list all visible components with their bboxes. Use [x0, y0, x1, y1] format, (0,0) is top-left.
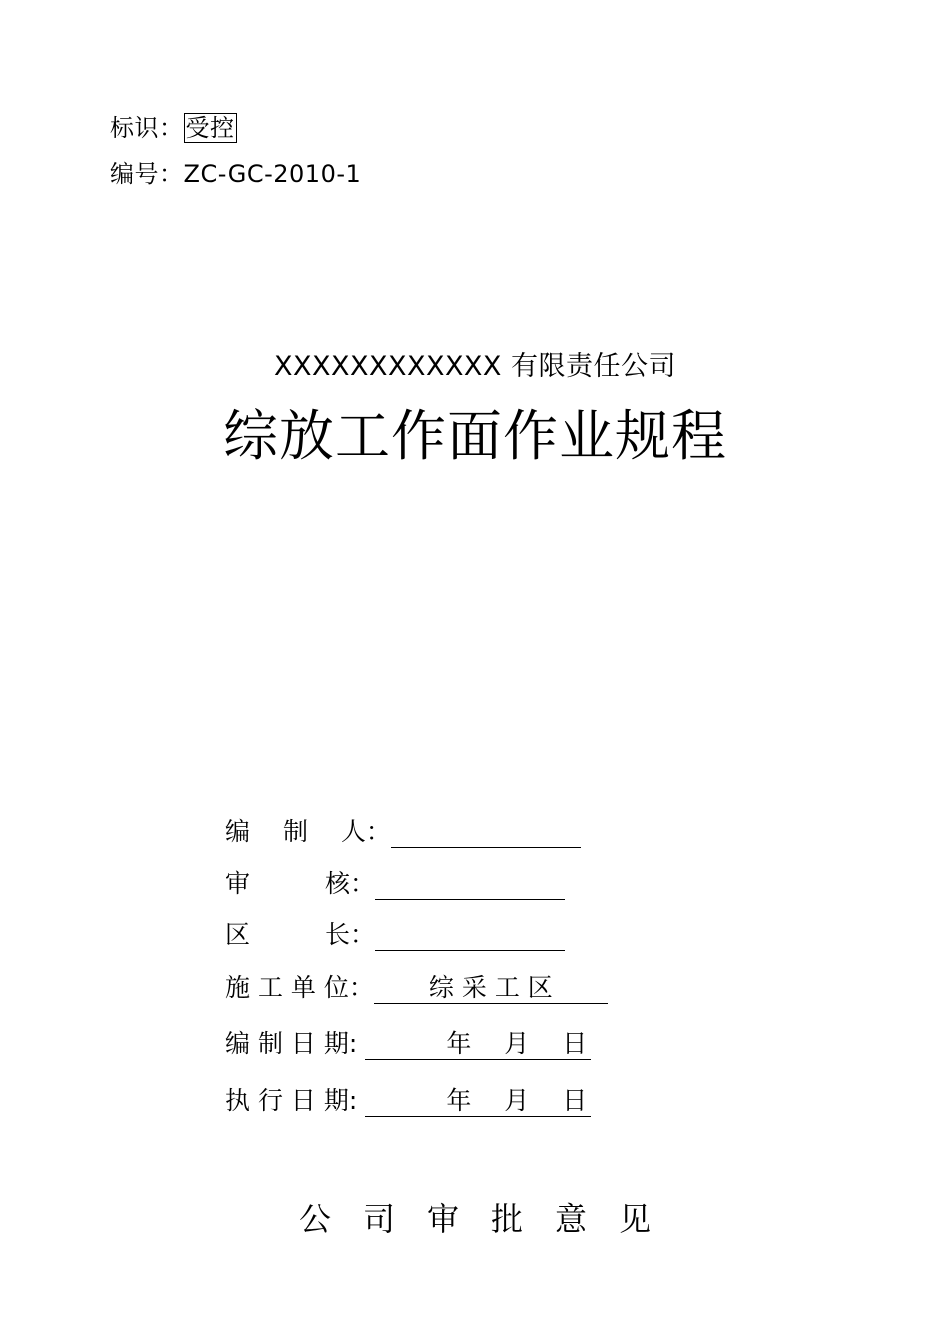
- document-number-value: ZC-GC-2010-1: [183, 160, 362, 188]
- document-number-label: 编号：: [110, 160, 184, 188]
- unit-value: 综 采 工 区: [374, 973, 608, 1004]
- approval-heading: 公 司 审 批 意 见: [298, 1200, 651, 1238]
- compile-date-value: 年 月 日: [365, 1029, 591, 1060]
- unit-row: [225, 968, 608, 1008]
- control-mark-value: 受控: [185, 114, 235, 142]
- reviewer-signature-line: [375, 869, 565, 900]
- compiler-row: [225, 812, 581, 852]
- reviewer-row: [225, 864, 565, 904]
- document-title: 综放工作面作业规程: [222, 404, 727, 468]
- unit-label: 施 工 单 位：: [225, 973, 374, 1002]
- control-mark-label: 标识：: [110, 114, 184, 142]
- compile-date-label: 编 制 日 期:: [225, 1029, 358, 1058]
- district-head-label: 区 长：: [225, 920, 376, 949]
- company-name: XXXXXXXXXXXX 有限责任公司: [273, 351, 677, 382]
- document-number: [110, 154, 361, 189]
- compiler-signature-line: [391, 817, 581, 848]
- compiler-label: 编 制 人：: [225, 817, 391, 846]
- district-head-row: [225, 915, 565, 955]
- compile-date-row: [225, 1024, 591, 1064]
- control-mark: [110, 108, 237, 143]
- exec-date-row: [225, 1081, 591, 1121]
- district-head-signature-line: [375, 920, 565, 951]
- exec-date-label: 执 行 日 期:: [225, 1086, 358, 1115]
- reviewer-label: 审 核：: [225, 869, 376, 898]
- exec-date-value: 年 月 日: [365, 1086, 591, 1117]
